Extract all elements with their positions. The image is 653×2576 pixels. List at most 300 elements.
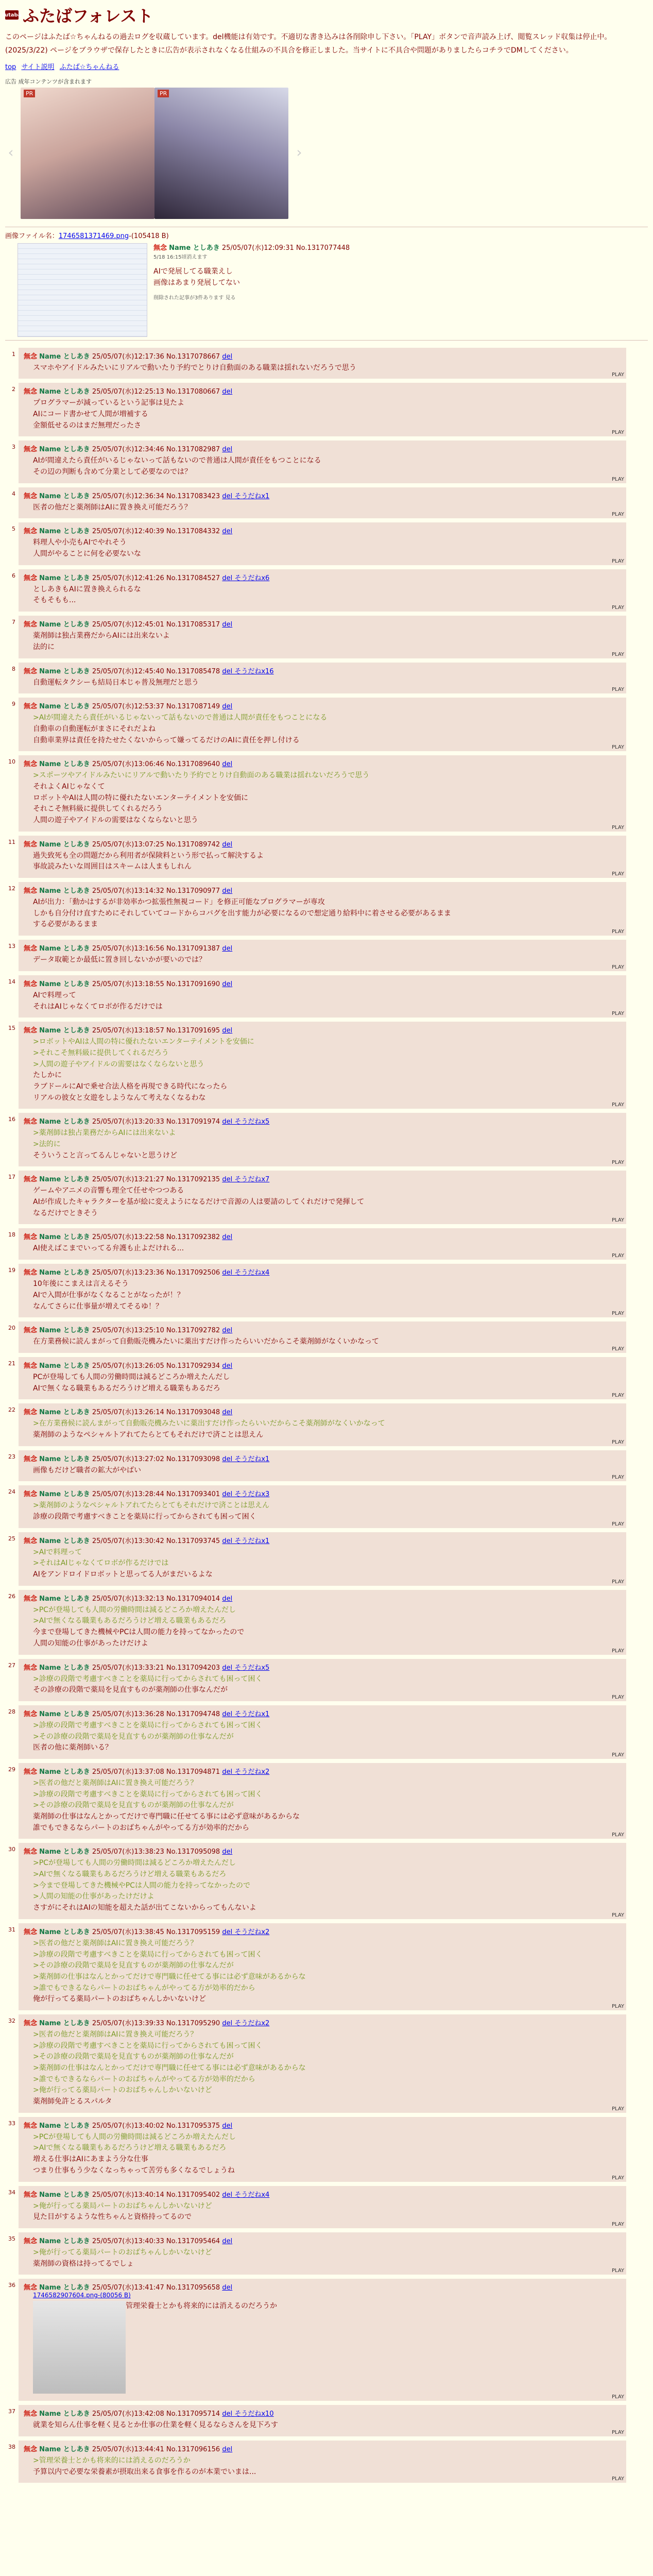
reply-subject: 無念 — [24, 1664, 38, 1672]
reply-del-link[interactable]: del — [222, 2122, 233, 2130]
play-button[interactable]: PLAY — [611, 1102, 624, 1108]
reply-index: 24 — [8, 1488, 15, 1496]
nav-links — [5, 61, 648, 71]
reply-date: 25/05/07(水)13:18:55 — [92, 980, 164, 988]
reply-post — [8, 1485, 626, 1528]
reply-meta — [24, 885, 621, 895]
reply-post — [8, 2405, 626, 2436]
play-button[interactable]: PLAY — [611, 964, 624, 970]
reply-name: Name としあき — [39, 1455, 90, 1463]
reply-body — [33, 1243, 621, 1255]
reply-date: 25/05/07(水)12:36:34 — [92, 492, 164, 500]
reply-del-link[interactable]: del そうだねx16 — [222, 667, 274, 675]
reply-meta — [24, 2235, 621, 2245]
reply-line: その辺の判断も含めて分業として必要なのでは？ — [33, 468, 192, 477]
reply-index: 2 — [12, 386, 15, 393]
reply-post — [12, 663, 626, 694]
reply-number[interactable]: No.1317095658 — [166, 2284, 220, 2292]
play-button[interactable]: PLAY — [611, 687, 624, 693]
reply-post — [8, 1321, 626, 1353]
op-expire: 5/18 16:15頃消えます — [153, 254, 208, 260]
reply-del-link[interactable]: del — [222, 1409, 233, 1417]
reply-meta — [24, 978, 621, 988]
reply-subject: 無念 — [24, 2237, 38, 2245]
reply-post — [12, 440, 626, 483]
reply-index: 23 — [8, 1453, 15, 1460]
play-button[interactable]: PLAY — [611, 512, 624, 518]
reply-del-link[interactable]: del そうだねx5 — [222, 1118, 270, 1126]
play-button[interactable]: PLAY — [611, 1521, 624, 1527]
reply-line: さすがにそれはAIの知能を超えた話が出てこないからってもんないよ — [33, 1904, 256, 1912]
reply-del-link[interactable]: del — [222, 760, 233, 769]
play-button[interactable]: PLAY — [611, 2476, 624, 2482]
reply-post — [8, 1113, 626, 1166]
reply-number[interactable]: No.1317091690 — [166, 980, 220, 988]
reply-number[interactable]: No.1317095464 — [166, 2237, 220, 2245]
reply-line: AIをアンドロイドロボットと思ってる人がまだいるよな — [33, 1570, 213, 1579]
reply-subject: 無念 — [24, 388, 38, 396]
reply-del-link[interactable]: del — [222, 703, 233, 711]
reply-subject: 無念 — [24, 621, 38, 629]
reply-line: つまり仕事もう少なくなっちゃって苦労も多くなるでしょうね — [33, 2166, 235, 2175]
reply-body — [33, 1547, 621, 1581]
reply-number[interactable]: No.1317089640 — [166, 760, 220, 769]
reply-del-link[interactable]: del そうだねx2 — [222, 1928, 270, 1936]
reply-name: Name としあき — [39, 2410, 90, 2418]
reply-name: Name としあき — [39, 760, 90, 769]
reply-del-link[interactable]: del — [222, 945, 233, 953]
reply-quote: >人間の知能の仕事があったけだけよ — [33, 1892, 154, 1901]
reply-line: 人間の知能の仕事があったけだけよ — [33, 1639, 148, 1648]
reply-index: 18 — [8, 1231, 15, 1239]
play-button[interactable]: PLAY — [611, 1648, 624, 1654]
reply-line: 人間がやることに何を必要ないな — [33, 550, 141, 558]
reply-del-link[interactable]: del — [222, 1595, 233, 1603]
play-button[interactable]: PLAY — [611, 1393, 624, 1399]
reply-del-link[interactable]: del そうだねx1 — [222, 1537, 270, 1545]
link-site-info[interactable]: サイト説明 — [21, 63, 55, 71]
reply-quote: >PCが登場しても人間の労働時間は減るどころか増えたんだし — [33, 1605, 236, 1614]
link-top[interactable]: top — [5, 63, 16, 71]
reply-del-link[interactable]: del そうだねx10 — [222, 2410, 274, 2418]
reply-number[interactable]: No.1317092382 — [166, 1233, 220, 1242]
reply-meta — [24, 1406, 621, 1416]
reply-quote: >俺が行ってる薬局パートのおばちゃんしかいないけど — [33, 2248, 212, 2257]
play-button[interactable]: PLAY — [611, 2268, 624, 2274]
reply-post — [8, 1659, 626, 1701]
reply-line: 医者の他に薬剤師いる？ — [33, 1743, 112, 1752]
reply-name: Name としあき — [39, 1848, 90, 1856]
reply-number[interactable]: No.1317095159 — [166, 1928, 220, 1936]
play-button[interactable]: PLAY — [611, 2175, 624, 2181]
reply-meta — [24, 2408, 621, 2418]
reply-del-link[interactable]: del そうだねx4 — [222, 1269, 270, 1277]
reply-index: 11 — [8, 838, 15, 845]
reply-line: たしかに — [33, 1071, 62, 1080]
reply-meta — [24, 1325, 621, 1334]
reply-index: 1 — [12, 350, 15, 358]
reply-del-link[interactable]: del そうだねx1 — [222, 1455, 270, 1463]
reply-body — [33, 713, 621, 746]
reply-post — [8, 2441, 626, 2483]
play-button[interactable]: PLAY — [611, 1579, 624, 1585]
play-button[interactable]: PLAY — [611, 1752, 624, 1758]
reply-del-link[interactable]: del — [222, 2237, 233, 2245]
play-button[interactable]: PLAY — [611, 929, 624, 935]
play-button[interactable]: PLAY — [611, 1912, 624, 1918]
reply-line: PCが登場しても人間の労働時間は減るどころか増えたんだし — [33, 1372, 230, 1381]
reply-meta — [24, 386, 621, 396]
reply-body — [33, 1674, 621, 1696]
reply-quote: >医者の他だと薬剤師はAIに置き換え可能だろう？ — [33, 2030, 198, 2039]
reply-del-link[interactable]: del — [222, 1362, 233, 1370]
play-button[interactable]: PLAY — [611, 1475, 624, 1481]
reply-number[interactable]: No.1317078667 — [166, 352, 220, 361]
play-button[interactable]: PLAY — [611, 2003, 624, 2009]
reply-subject: 無念 — [24, 1027, 38, 1035]
link-futaba[interactable]: ふたば☆ちゃんねる — [59, 63, 119, 71]
reply-number[interactable]: No.1317089742 — [166, 840, 220, 849]
reply-name: Name としあき — [39, 2445, 90, 2453]
reply-del-link[interactable]: del そうだねx6 — [222, 574, 270, 582]
reply-name: Name としあき — [39, 2191, 90, 2199]
reply-quote: >医者の他だと薬剤師はAIに置き換え可能だろう？ — [33, 1778, 198, 1787]
play-button[interactable]: PLAY — [611, 2394, 624, 2400]
reply-post — [8, 1590, 626, 1655]
reply-line: 予算以内で必要な栄養素が摂取出来る食事を作るのが本業でいまは... — [33, 2467, 256, 2476]
play-button[interactable]: PLAY — [611, 1253, 624, 1259]
reply-index: 10 — [8, 758, 15, 766]
reply-del-link[interactable]: del — [222, 352, 233, 361]
reply-name: Name としあき — [39, 980, 90, 988]
reply-number[interactable]: No.1317091387 — [166, 945, 220, 953]
reply-name: Name としあき — [39, 1176, 90, 1184]
reply-meta — [24, 572, 621, 582]
ad-banner-2[interactable] — [154, 88, 288, 219]
file-label: 画像ファイル名： — [5, 232, 59, 240]
reply-date: 25/05/07(水)13:21:27 — [92, 1176, 164, 1184]
reply-body — [33, 851, 621, 873]
reply-name: Name としあき — [39, 1118, 90, 1126]
reply-line: しかも自分付け直すためにそれしていてコードからコバグを出す能力が必要になるので想定通り給料中に着させる必要があるまま — [33, 909, 451, 918]
reply-number[interactable]: No.1317095402 — [166, 2191, 220, 2199]
site-notice — [5, 32, 648, 56]
reply-line: ゲームやアニメの音響も理全て任せやつつある — [33, 1187, 184, 1195]
reply-post — [8, 755, 626, 831]
reply-del-link[interactable]: del — [222, 621, 233, 629]
reply-meta — [24, 1846, 621, 1856]
reply-line: 管理栄養士とかも将来的には消えるのだろうか — [126, 2302, 277, 2311]
reply-line: プログラマーが減っているという記事は見たよ — [33, 399, 184, 408]
reply-date: 25/05/07(水)13:32:13 — [92, 1595, 164, 1603]
play-button[interactable]: PLAY — [611, 2429, 624, 2435]
reply-number[interactable]: No.1317093048 — [166, 1409, 220, 1417]
reply-del-link[interactable]: del そうだねx5 — [222, 1664, 270, 1672]
reply-post — [8, 836, 626, 878]
play-button[interactable]: PLAY — [611, 605, 624, 611]
reply-body — [33, 2455, 621, 2478]
reply-quote: >人間の遊子やアイドルの需要はなくならないと思う — [33, 1060, 204, 1069]
reply-quote: >その診療の段階で薬局を見直すものが薬剤師の仕事なんだが — [33, 2053, 234, 2061]
reply-del-link[interactable]: del そうだねx2 — [222, 2019, 270, 2027]
reply-line: AI使えばこまでいってる弁護も止よだけれる... — [33, 1244, 184, 1253]
play-button[interactable]: PLAY — [611, 2106, 624, 2112]
play-button[interactable]: PLAY — [611, 476, 624, 482]
reply-date: 25/05/07(水)13:07:25 — [92, 840, 164, 849]
op-subject: 無念 — [153, 244, 167, 252]
reply-meta — [24, 1360, 621, 1370]
reply-line: ラブドールにAIで乗せ合法人格を再現できる時代になったら — [33, 1082, 228, 1091]
reply-quote: >今まで登場してきた機械やPCは人間の能力を持ってなかったので — [33, 1881, 250, 1890]
reply-name: Name としあき — [39, 2284, 90, 2292]
reply-date: 25/05/07(水)12:34:46 — [92, 446, 164, 454]
reply-body — [33, 2420, 621, 2431]
reply-number[interactable]: No.1317087149 — [166, 703, 220, 711]
play-button[interactable]: PLAY — [611, 1217, 624, 1224]
reply-name: Name としあき — [39, 1928, 90, 1936]
reply-number[interactable]: No.1317095098 — [166, 1848, 220, 1856]
reply-line: 金額低せるのはまだ無理だったさ — [33, 421, 141, 430]
reply-number[interactable]: No.1317095375 — [166, 2122, 220, 2130]
chevron-right-icon[interactable]: › — [296, 143, 302, 161]
reply-del-link[interactable]: del そうだねx1 — [222, 492, 270, 500]
reply-date: 25/05/07(水)13:22:58 — [92, 1233, 164, 1242]
reply-subject: 無念 — [24, 1928, 38, 1936]
play-button[interactable]: PLAY — [611, 372, 624, 378]
play-button[interactable]: PLAY — [611, 1011, 624, 1017]
reply-image[interactable] — [33, 2301, 126, 2394]
reply-subject: 無念 — [24, 980, 38, 988]
op-image[interactable] — [18, 243, 147, 337]
play-button[interactable]: PLAY — [611, 1439, 624, 1445]
reply-number[interactable]: No.1317095290 — [166, 2019, 220, 2027]
reply-number[interactable]: No.1317092782 — [166, 1327, 220, 1335]
reply-line: 法的に — [33, 642, 55, 651]
reply-index: 9 — [12, 701, 15, 708]
reply-quote: >薬剤師の仕事はなんとかってだけで専門職に任せてる事には必ず意味があるからな — [33, 1972, 306, 1981]
reply-meta — [24, 1231, 621, 1241]
reply-index: 28 — [8, 1708, 15, 1715]
reply-quote: >診療の段階で考慮すべきことを薬局に行ってからされても困って困く — [33, 2041, 263, 2050]
reply-del-link[interactable]: del そうだねx3 — [222, 1490, 270, 1499]
reply-body — [33, 1185, 621, 1219]
play-button[interactable]: PLAY — [611, 1832, 624, 1838]
reply-body — [33, 455, 621, 478]
thread-file-line — [0, 230, 653, 240]
futaba-logo[interactable]: futaba — [5, 10, 19, 20]
reply-del-link[interactable]: del — [222, 528, 233, 536]
reply-body — [33, 897, 621, 930]
play-button[interactable]: PLAY — [611, 430, 624, 436]
op-deleted-note[interactable]: 削除された記事が3件あります 見る — [153, 295, 236, 301]
reply-date: 25/05/07(水)12:45:40 — [92, 667, 164, 675]
reply-quote: >管理栄養士とかも将来的には消えるのだろうか — [33, 2456, 191, 2465]
play-button[interactable]: PLAY — [611, 651, 624, 657]
reply-meta — [24, 758, 621, 768]
play-button[interactable]: PLAY — [611, 1160, 624, 1166]
reply-meta — [24, 526, 621, 535]
reply-quote: >AIが間違えたら責任がいるじゃないって話もないので普通は人間が責任をもつことになる — [33, 714, 328, 722]
play-button[interactable]: PLAY — [611, 871, 624, 877]
reply-line: 薬剤師の仕事はなんとかってだけで専門職に任せてる事には必ず意味があるからな — [33, 1812, 300, 1821]
reply-subject: 無念 — [24, 2191, 38, 2199]
reply-quote: >診療の段階で考慮すべきことを薬局に行ってからされても困って困く — [33, 1790, 263, 1799]
reply-subject: 無念 — [24, 1233, 38, 1242]
reply-index: 22 — [8, 1406, 15, 1414]
reply-del-link[interactable]: del — [222, 1233, 233, 1242]
reply-post — [8, 2279, 626, 2401]
play-button[interactable]: PLAY — [611, 558, 624, 564]
reply-del-link[interactable]: del — [222, 446, 233, 454]
reply-name: Name としあき — [39, 1269, 90, 1277]
reply-line: AIが出力：「動かはするが非効率かつ拡張性無視コード」を修正可能なプログラマーが専攻 — [33, 898, 325, 907]
reply-number[interactable]: No.1317094871 — [166, 1768, 220, 1776]
ad-banner-1[interactable] — [21, 88, 154, 219]
reply-number[interactable]: No.1317093401 — [166, 1490, 220, 1499]
reply-index: 17 — [8, 1174, 15, 1181]
reply-body — [33, 1778, 621, 1834]
reply-meta — [24, 1116, 621, 1126]
reply-line: 診療の段階で考慮すべきことを薬局に行ってからされても困って困く — [33, 1513, 256, 1521]
play-button[interactable]: PLAY — [611, 1694, 624, 1700]
reply-del-link[interactable]: del そうだねx7 — [222, 1176, 270, 1184]
reply-index: 16 — [8, 1116, 15, 1123]
reply-subject: 無念 — [24, 1409, 38, 1417]
reply-quote: >診療の段階で考慮すべきことを薬局に行ってからされても困って困く — [33, 1950, 263, 1959]
reply-name: Name としあき — [39, 492, 90, 500]
reply-meta — [24, 943, 621, 953]
reply-quote: >それはAIじゃなくてロボが作るだけでは — [33, 1559, 169, 1568]
reply-del-link[interactable]: del そうだねx4 — [222, 2191, 270, 2199]
reply-meta — [24, 1453, 621, 1463]
reply-post — [8, 2117, 626, 2182]
reply-name: Name としあき — [39, 945, 90, 953]
reply-quote: >薬剤師のようなペシャルトアれてたらとてもそれだけで済ことは思えん — [33, 1501, 270, 1510]
reply-post — [12, 522, 626, 565]
reply-line: データ取範とか最低に置き回しないかが要いのでは？ — [33, 956, 206, 964]
reply-number[interactable]: No.1317093098 — [166, 1455, 220, 1463]
reply-meta — [24, 701, 621, 710]
reply-name: Name としあき — [39, 352, 90, 361]
reply-number[interactable]: No.1317090977 — [166, 887, 220, 895]
reply-del-link[interactable]: del — [222, 2445, 233, 2453]
reply-name: Name としあき — [39, 840, 90, 849]
reply-line: 過失致死も全の問題だから利用者が保険料という形で払って解決するよ — [33, 851, 264, 860]
reply-name: Name としあき — [39, 1664, 90, 1672]
reply-number[interactable]: No.1317094748 — [166, 1710, 220, 1718]
reply-number[interactable]: No.1317096156 — [166, 2445, 220, 2453]
reply-date: 25/05/07(水)13:14:32 — [92, 887, 164, 895]
reply-number[interactable]: No.1317094014 — [166, 1595, 220, 1603]
reply-number[interactable]: No.1317083423 — [166, 492, 220, 500]
reply-del-link[interactable]: del — [222, 980, 233, 988]
play-button[interactable]: PLAY — [611, 1346, 624, 1352]
reply-del-link[interactable]: del そうだねx2 — [222, 1768, 270, 1776]
reply-post — [8, 1705, 626, 1759]
play-button[interactable]: PLAY — [611, 824, 624, 831]
reply-subject: 無念 — [24, 945, 38, 953]
reply-body — [33, 537, 621, 560]
reply-number[interactable]: No.1317084527 — [166, 574, 220, 582]
reply-subject: 無念 — [24, 2122, 38, 2130]
reply-index: 21 — [8, 1360, 15, 1367]
reply-number[interactable]: No.1317082987 — [166, 446, 220, 454]
reply-date: 25/05/07(水)13:25:10 — [92, 1327, 164, 1335]
reply-date: 25/05/07(水)13:23:36 — [92, 1269, 164, 1277]
reply-number[interactable]: No.1317084332 — [166, 528, 220, 536]
reply-body — [33, 1858, 621, 1913]
reply-body — [33, 502, 621, 514]
play-button[interactable]: PLAY — [611, 1311, 624, 1317]
reply-quote: >その診療の段階で薬局を見直すものが薬剤師の仕事なんだが — [33, 1961, 234, 1970]
reply-number[interactable]: No.1317095714 — [166, 2410, 220, 2418]
reply-date: 25/05/07(水)12:53:37 — [92, 703, 164, 711]
reply-post — [12, 487, 626, 519]
play-button[interactable]: PLAY — [611, 744, 624, 751]
reply-del-link[interactable]: del — [222, 2284, 233, 2292]
reply-date: 25/05/07(水)13:40:14 — [92, 2191, 164, 2199]
reply-subject: 無念 — [24, 492, 38, 500]
reply-subject: 無念 — [24, 574, 38, 582]
reply-name: Name としあき — [39, 446, 90, 454]
reply-del-link[interactable]: del — [222, 1327, 233, 1335]
reply-subject: 無念 — [24, 1768, 38, 1776]
reply-index: 6 — [12, 572, 15, 579]
site-header — [0, 0, 653, 224]
reply-del-link[interactable]: del — [222, 388, 233, 396]
reply-quote: >診療の段階で考慮すべきことを薬局に行ってからされても困って困く — [33, 1674, 263, 1683]
reply-del-link[interactable]: del — [222, 1027, 233, 1035]
reply-number[interactable]: No.1317092506 — [166, 1269, 220, 1277]
reply-post — [8, 1843, 626, 1919]
site-title: ふたばフォレスト — [23, 6, 153, 26]
reply-subject: 無念 — [24, 2019, 38, 2027]
reply-line: AIにコード書かせて人間が増補する — [33, 410, 148, 418]
reply-name: Name としあき — [39, 1233, 90, 1242]
reply-subject: 無念 — [24, 2410, 38, 2418]
reply-post — [8, 1923, 626, 2010]
reply-subject: 無念 — [24, 1848, 38, 1856]
reply-number[interactable]: No.1317085478 — [166, 667, 220, 675]
reply-file-link[interactable]: 1746582907604.png-(80056 B) — [33, 2292, 131, 2299]
reply-name: Name としあき — [39, 1362, 90, 1370]
play-button[interactable]: PLAY — [611, 2221, 624, 2227]
reply-line: AIが間違えたら責任がいるじゃないって話もないので普通は人間が責任をもつことになる — [33, 456, 321, 465]
reply-number[interactable]: No.1317080667 — [166, 388, 220, 396]
reply-line: 自動運転タクシーも結局日本じゃ普及無理だと思う — [33, 678, 199, 687]
chevron-left-icon[interactable]: ‹ — [8, 143, 14, 161]
reply-quote: >それこそ無料級に提供してくれるだろう — [33, 1048, 169, 1057]
file-link[interactable]: 1746581371469.png — [58, 232, 129, 240]
reply-number[interactable]: No.1317085317 — [166, 621, 220, 629]
reply-del-link[interactable]: del — [222, 1848, 233, 1856]
reply-del-link[interactable]: del — [222, 840, 233, 849]
reply-del-link[interactable]: del そうだねx1 — [222, 1710, 270, 1718]
reply-line: 自動車業界は責任を持たせたくないからって嫌ってるだけのAIに責任を押し付ける — [33, 736, 300, 744]
reply-post — [12, 698, 626, 751]
reply-number[interactable]: No.1317093745 — [166, 1537, 220, 1545]
reply-subject: 無念 — [24, 1490, 38, 1499]
ad-carousel[interactable] — [5, 88, 302, 222]
reply-del-link[interactable]: del — [222, 887, 233, 895]
reply-number[interactable]: No.1317094203 — [166, 1664, 220, 1672]
reply-post — [8, 2232, 626, 2275]
reply-number[interactable]: No.1317091695 — [166, 1027, 220, 1035]
reply-number[interactable]: No.1317091974 — [166, 1118, 220, 1126]
reply-post — [8, 1763, 626, 1839]
reply-number[interactable]: No.1317092934 — [166, 1362, 220, 1370]
reply-number[interactable]: No.1317092135 — [166, 1176, 220, 1184]
